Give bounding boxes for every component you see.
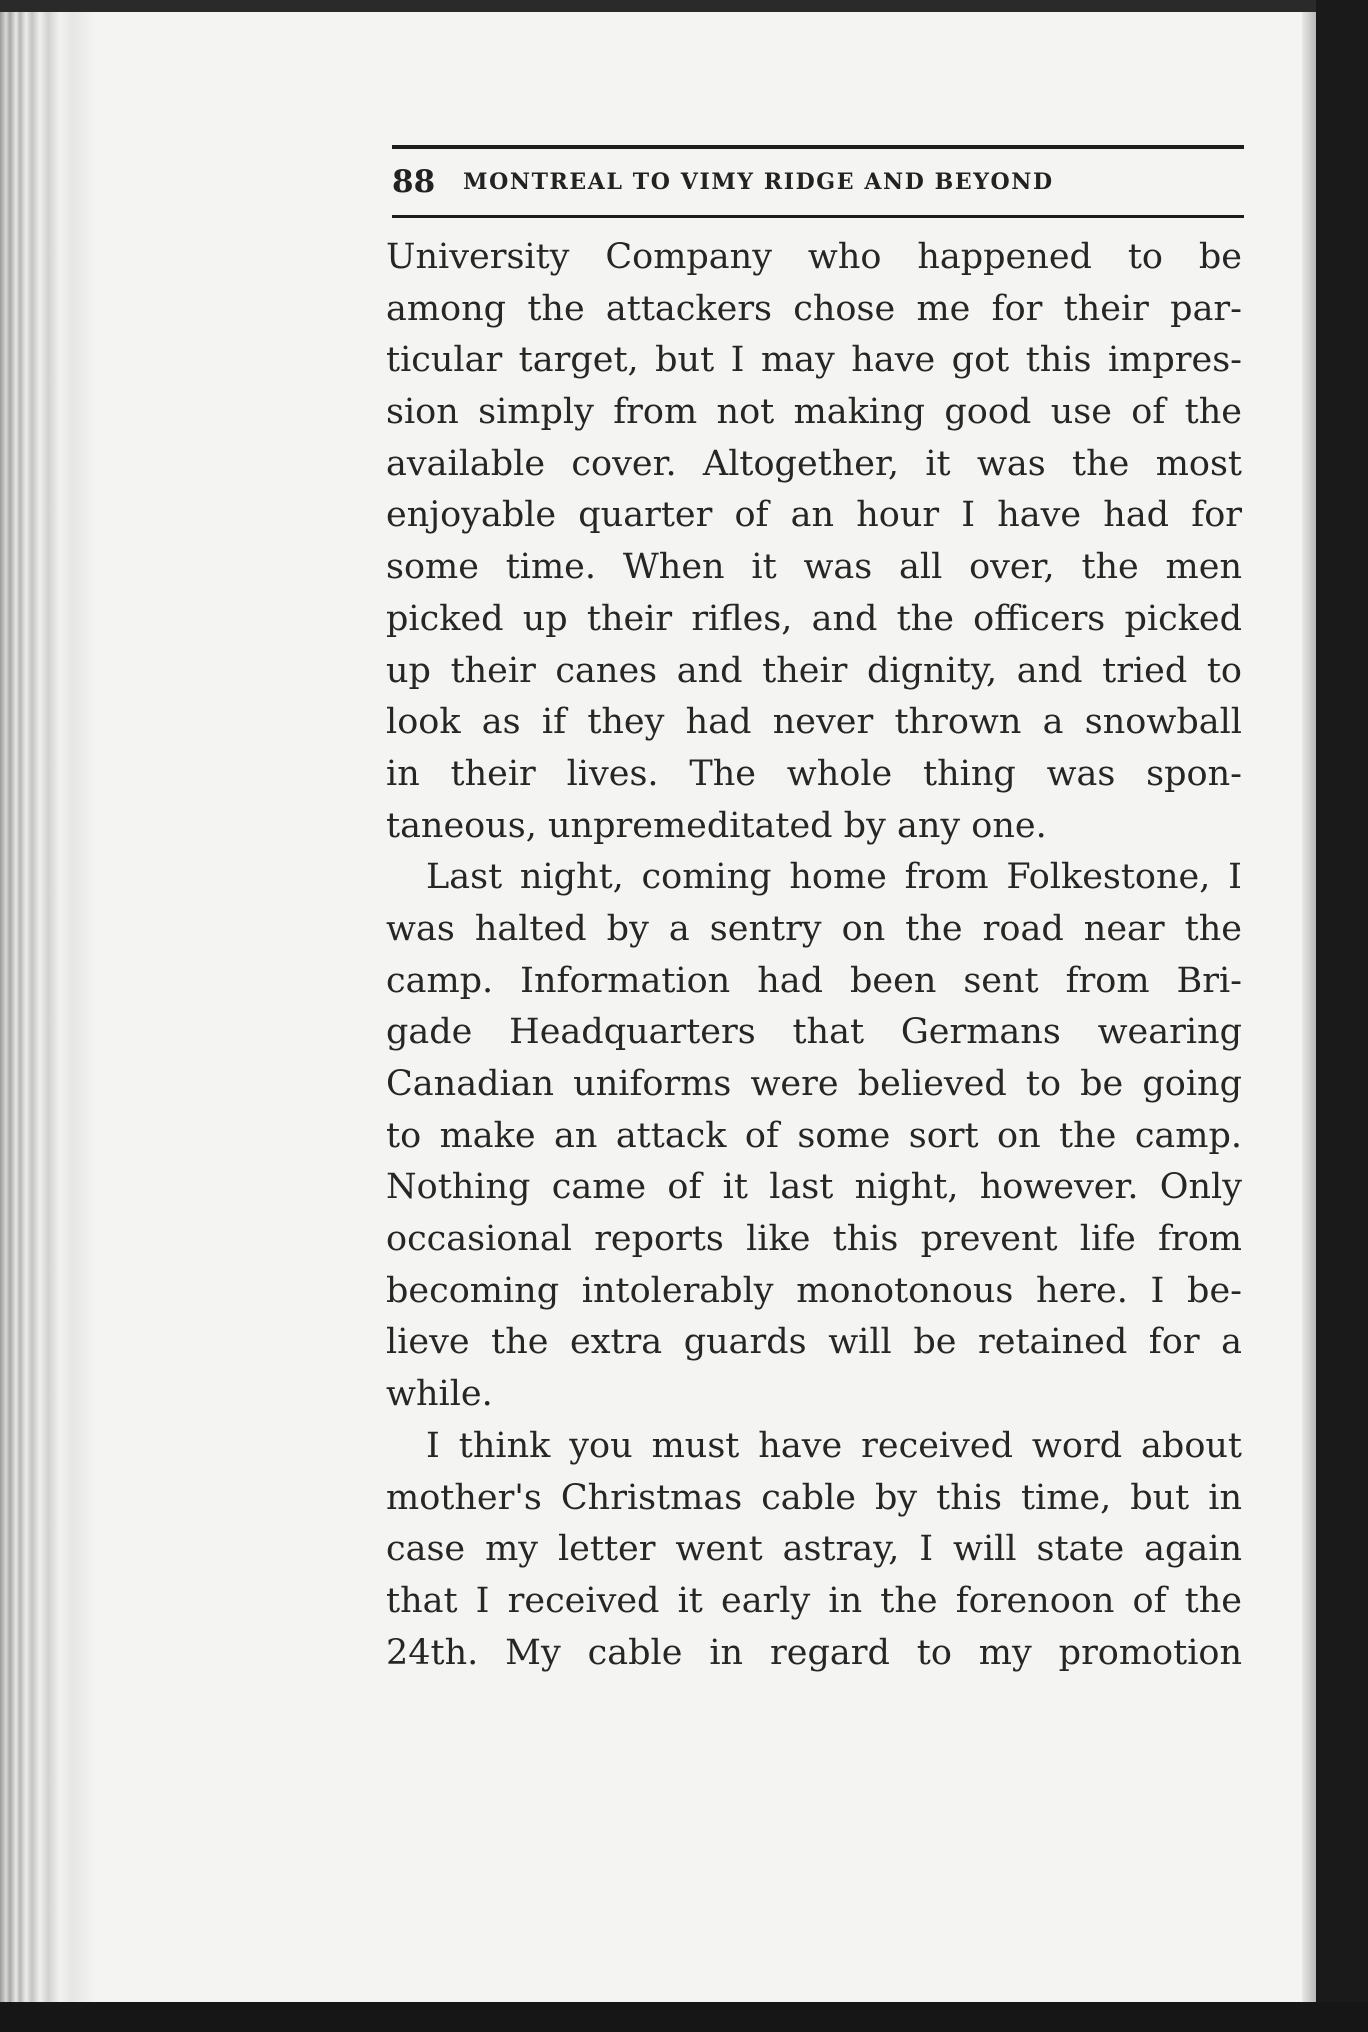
text-line: look as if they had never thrown a snowball	[386, 702, 1242, 743]
text-line: Last night, coming home from Folkestone, I	[426, 857, 1242, 898]
text-line: in their lives. The whole thing was spon-	[386, 753, 1242, 794]
text-line: University Company who happened to be	[386, 237, 1242, 277]
text-line: camp. Information had been sent from Bri-	[386, 960, 1242, 1001]
text-line: Nothing came of it last night, however. Only	[386, 1167, 1242, 1208]
text-line: taneous, unpremeditated by any one.	[386, 805, 1047, 846]
text-line: ticular target, but I may have got this impres-	[386, 340, 1242, 381]
running-title: MONTREAL TO VIMY RIDGE AND BEYOND	[463, 169, 1054, 195]
header-rule-top	[392, 145, 1244, 149]
body-text	[386, 232, 1242, 1679]
text-line: mother's Christmas cable by this time, but in	[386, 1477, 1242, 1518]
text-line: picked up their rifles, and the officers picked	[386, 598, 1242, 639]
text-line: case my letter went astray, I will state again	[386, 1529, 1242, 1570]
text-line: gade Headquarters that Germans wearing	[386, 1012, 1242, 1053]
scan-border-bottom	[0, 2002, 1368, 2032]
text-line: I think you must have received word about	[426, 1425, 1242, 1466]
running-head	[392, 158, 1244, 206]
text-line: up their canes and their dignity, and tried to	[386, 650, 1242, 691]
page-right-edge	[1302, 12, 1316, 2002]
header-rule-bottom	[392, 215, 1244, 218]
text-line: lieve the extra guards will be retained for a	[386, 1322, 1242, 1363]
page-number: 88	[392, 164, 436, 200]
text-line: enjoyable quarter of an hour I have had for	[386, 495, 1242, 536]
text-line: some time. When it was all over, the men	[386, 547, 1242, 588]
text-line: to make an attack of some sort on the camp.	[386, 1115, 1242, 1156]
text-line: was halted by a sentry on the road near the	[386, 908, 1242, 949]
text-line: Canadian uniforms were believed to be going	[386, 1064, 1242, 1104]
book-spine-edges	[0, 12, 96, 2002]
scan-border-right	[1316, 0, 1368, 2032]
text-line: occasional reports like this prevent life from	[386, 1219, 1242, 1260]
text-line: among the attackers chose me for their par-	[386, 288, 1242, 329]
text-line: while.	[386, 1374, 493, 1415]
text-line: sion simply from not making good use of the	[386, 392, 1242, 433]
text-line: available cover. Altogether, it was the most	[386, 443, 1242, 484]
text-line: that I received it early in the forenoon of the	[386, 1580, 1242, 1621]
text-line: 24th. My cable in regard to my promotion	[386, 1632, 1242, 1673]
text-line: becoming intolerably monotonous here. I be-	[386, 1270, 1242, 1311]
